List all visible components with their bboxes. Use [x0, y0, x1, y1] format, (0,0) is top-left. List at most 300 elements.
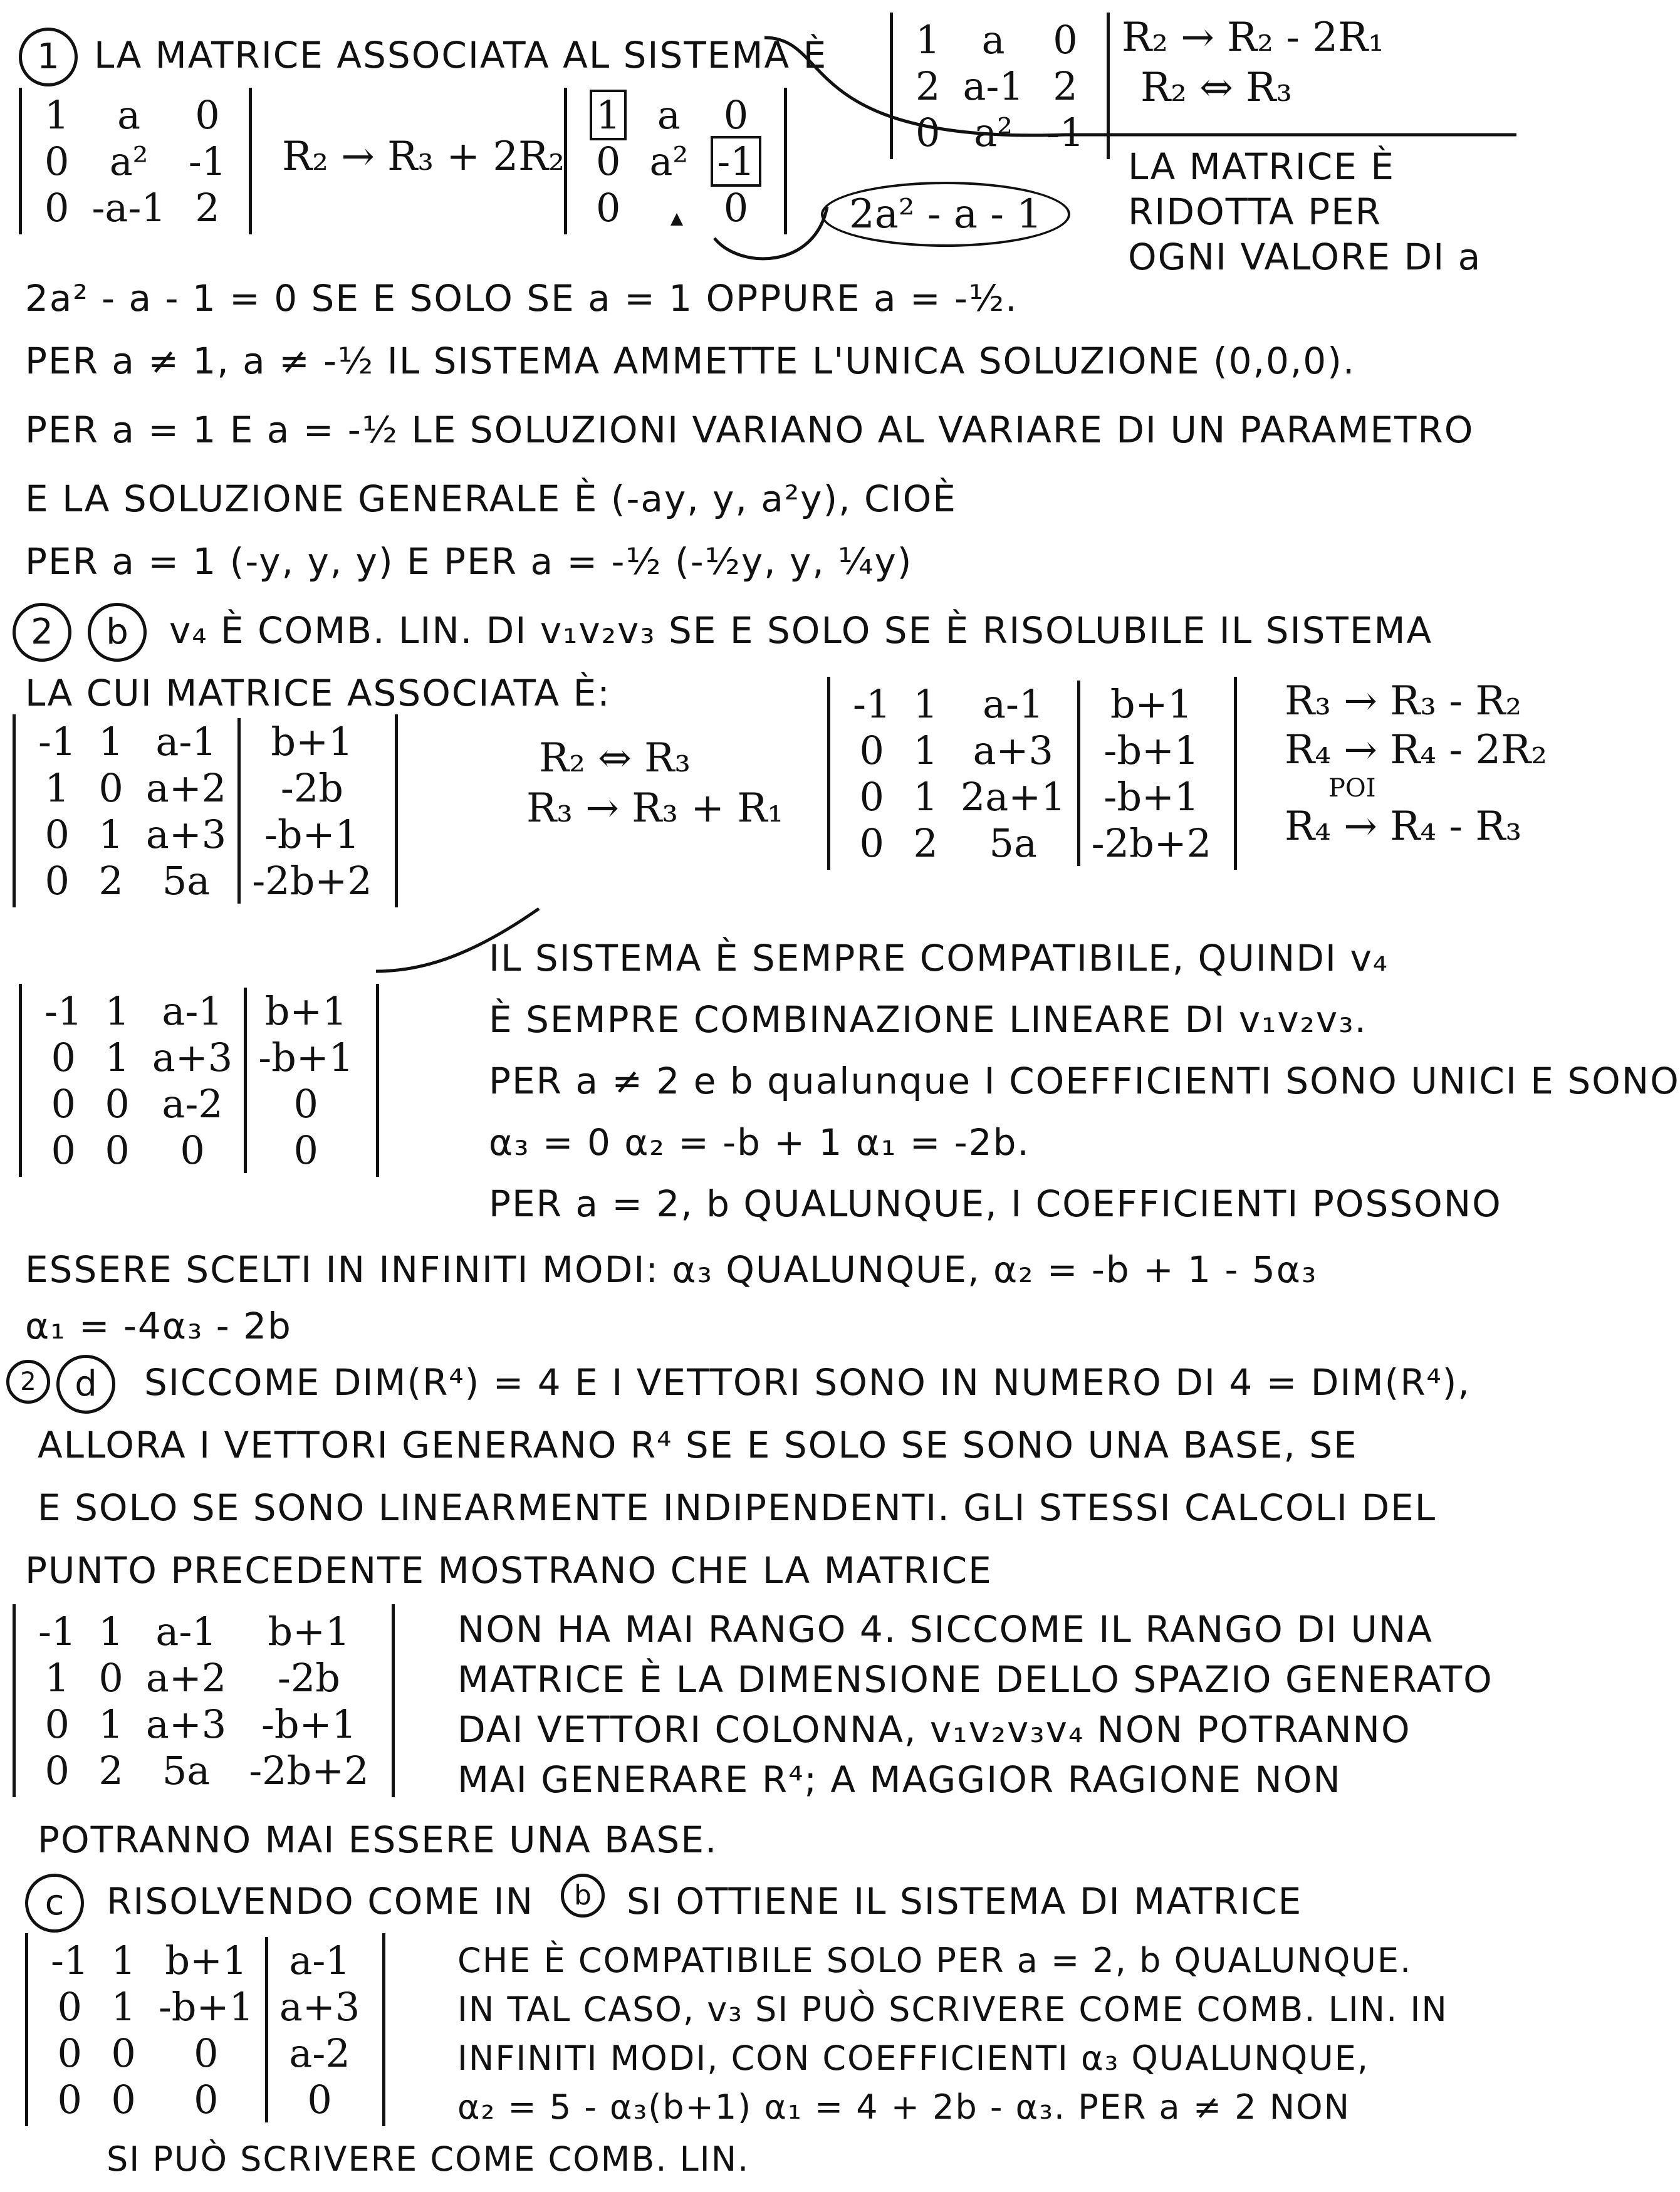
matrix-cell — [638, 91, 699, 138]
matrix-entry: a-2 — [289, 2030, 350, 2076]
row-op: R₃ → R₃ + R₁ — [526, 785, 784, 832]
row-op: R₃ → R₃ - R₂ — [1285, 678, 1522, 724]
ops-2b-a — [526, 733, 783, 833]
matrix-entry: 0 — [859, 727, 884, 773]
matrix-cell — [93, 1080, 140, 1127]
matrix-entry: 1 — [590, 90, 627, 140]
text-line: SI OTTIENE IL SISTEMA DI MATRICE — [627, 1880, 1303, 1923]
matrix-row — [39, 1983, 371, 2030]
matrix-cell — [87, 811, 134, 857]
matrix-cell — [949, 727, 1078, 773]
matrix-entry: a — [981, 16, 1005, 63]
matrix-row — [904, 109, 1095, 155]
matrix-cell — [27, 1654, 87, 1701]
matrix-entry: 1 — [105, 1034, 130, 1080]
matrix-2c — [25, 1933, 385, 2126]
part-letter-b: b — [88, 603, 147, 662]
ops-1a — [1122, 13, 1384, 113]
text-line: E SOLO SE SONO LINEARMENTE INDIPENDENTI. GLI STESSI CALCOLI DEL — [38, 1486, 1437, 1529]
matrix-entry: b+1 — [264, 988, 347, 1034]
matrix-entry: -b+1 — [1103, 773, 1199, 820]
matrix-cell — [87, 1654, 134, 1701]
matrix-row — [842, 773, 1223, 820]
matrix-cell — [87, 1701, 134, 1747]
matrix-entry: -a-1 — [91, 184, 166, 231]
matrix-cell — [33, 138, 80, 184]
matrix-entry: -1 — [44, 988, 83, 1034]
matrix-cell — [904, 63, 951, 109]
matrix-row — [33, 988, 365, 1034]
matrix-cell — [93, 988, 140, 1034]
matrix-cell — [246, 1080, 365, 1127]
matrix-cell — [27, 857, 87, 904]
matrix-entry: 0 — [916, 109, 941, 155]
reduced-note — [1128, 144, 1481, 279]
matrix-row — [33, 1127, 365, 1173]
matrix-entry: 5a — [162, 857, 211, 904]
matrix-entry: 0 — [98, 765, 123, 811]
matrix-entry: 0 — [111, 2076, 136, 2122]
matrix-cell — [147, 1983, 267, 2030]
matrix-cell — [1035, 63, 1095, 109]
matrix-cell — [93, 1034, 140, 1080]
matrix-1b — [19, 88, 252, 234]
matrix-entry: 1 — [98, 1701, 123, 1747]
matrix-row — [33, 184, 237, 231]
matrix-row — [39, 2076, 371, 2122]
matrix-row — [904, 16, 1095, 63]
matrix-cell — [237, 1654, 380, 1701]
matrix-cell — [135, 1747, 237, 1793]
matrix-entry: 0 — [44, 184, 70, 231]
matrix-2b-a — [13, 714, 398, 907]
text-line: v₄ È COMB. LIN. DI v₁v₂v₃ SE E SOLO SE È RISOLUBILE IL SISTEMA — [169, 609, 1433, 652]
matrix-entry: 0 — [596, 138, 621, 184]
matrix-cell — [239, 718, 383, 765]
matrix-row — [578, 138, 773, 184]
row-op: R₂ ⇔ R₃ — [1140, 65, 1292, 111]
matrix-entry: b+1 — [165, 1937, 248, 1983]
matrix-entry: 2 — [916, 63, 941, 109]
matrix-cell — [237, 1608, 380, 1654]
matrix-entry: 1 — [98, 718, 123, 765]
matrix-cell — [87, 857, 134, 904]
matrix-row — [842, 727, 1223, 773]
text-line: LA CUI MATRICE ASSOCIATA È: — [25, 672, 611, 714]
matrix-entry: 5a — [162, 1747, 211, 1793]
text-line: DAI VETTORI COLONNA, v₁v₂v₃v₄ NON POTRANNO — [457, 1708, 1411, 1751]
matrix-row — [27, 718, 383, 765]
matrix-cell — [33, 91, 80, 138]
matrix-cell — [100, 2076, 147, 2122]
exercise-number-1: 1 — [19, 28, 78, 86]
matrix-cell — [1078, 681, 1223, 727]
matrix-cell — [141, 1034, 246, 1080]
matrix-row — [842, 820, 1223, 866]
matrix-entry: -1 — [853, 681, 891, 727]
matrix-cell — [87, 1747, 134, 1793]
matrix-entry: 1 — [913, 727, 938, 773]
matrix-cell — [141, 988, 246, 1034]
matrix-entry: 1 — [105, 988, 130, 1034]
text-line: PER a = 2, b QUALUNQUE, I COEFFICIENTI POSSONO — [489, 1182, 1502, 1225]
matrix-entry: 0 — [723, 184, 749, 231]
matrix-entry: -2b+2 — [249, 1747, 369, 1793]
matrix-entry: 1 — [98, 811, 123, 857]
matrix-cell — [266, 1983, 371, 2030]
matrix-cell — [27, 765, 87, 811]
matrix-cell — [147, 2076, 267, 2122]
matrix-entry: a-1 — [155, 1608, 217, 1654]
matrix-cell — [177, 184, 237, 231]
matrix-cell — [39, 1983, 100, 2030]
matrix-entry: -2b — [280, 765, 343, 811]
matrix-entry: a-1 — [155, 718, 217, 765]
matrix-cell — [951, 63, 1035, 109]
text-line: RISOLVENDO COME IN — [107, 1880, 535, 1923]
matrix-cell — [147, 1937, 267, 1983]
matrix-entry: 0 — [44, 811, 70, 857]
matrix-entry: -2b+2 — [252, 857, 372, 904]
matrix-entry: 0 — [51, 1127, 76, 1173]
matrix-row — [27, 857, 383, 904]
matrix-cell — [1035, 109, 1095, 155]
matrix-entry: 1 — [98, 1608, 123, 1654]
matrix-cell — [638, 184, 699, 231]
matrix-entry: -b+1 — [258, 1034, 354, 1080]
section2d-side-text — [457, 1604, 1493, 1805]
matrix-entry: 0 — [44, 138, 70, 184]
note-line: RIDOTTA PER — [1128, 190, 1382, 233]
matrix-entry: a+3 — [152, 1034, 233, 1080]
matrix-entry: 0 — [293, 1080, 318, 1127]
matrix-cell — [100, 1937, 147, 1983]
text-line: PER a ≠ 1, a ≠ -½ IL SISTEMA AMMETTE L'UNICA SOLUZIONE (0,0,0). — [25, 340, 1356, 382]
matrix-entry: 0 — [44, 1701, 70, 1747]
text-line: POTRANNO MAI ESSERE UNA BASE. — [38, 1819, 718, 1861]
matrix-entry: 2a+1 — [960, 773, 1066, 820]
matrix-entry: a — [657, 91, 681, 138]
matrix-row — [27, 811, 383, 857]
matrix-entry: a+2 — [145, 765, 227, 811]
matrix-entry: a-1 — [963, 63, 1024, 109]
text-line: PER a = 1 (-y, y, y) E PER a = -½ (-½y, y, ¼y) — [25, 540, 913, 583]
matrix-cell — [638, 138, 699, 184]
matrix-entry: b+1 — [268, 1608, 350, 1654]
matrix-cell — [902, 773, 949, 820]
matrix-cell — [842, 820, 902, 866]
matrix-cell — [842, 681, 902, 727]
text-line: CHE È COMPATIBILE SOLO PER a = 2, b QUALUNQUE. — [457, 1941, 1412, 1980]
matrix-entry: 0 — [111, 2030, 136, 2076]
matrix-1a — [890, 13, 1110, 159]
matrix-cell — [902, 727, 949, 773]
part-letter-d: d — [56, 1355, 115, 1414]
matrix-row — [33, 1034, 365, 1080]
matrix-entry: 2 — [98, 857, 123, 904]
matrix-cell — [39, 2076, 100, 2122]
section2c-side-text — [457, 1936, 1448, 2132]
matrix-cell — [135, 765, 239, 811]
matrix-entry: -1 — [38, 718, 76, 765]
matrix-cell — [578, 91, 638, 138]
matrix-entry: b+1 — [271, 718, 353, 765]
matrix-cell — [33, 1080, 93, 1127]
part-letter-b-ref: b — [561, 1874, 605, 1918]
matrix-entry: 0 — [194, 2076, 219, 2122]
matrix-entry: b+1 — [1110, 681, 1192, 727]
matrix-cell — [578, 184, 638, 231]
matrix-cell — [239, 857, 383, 904]
matrix-cell — [949, 820, 1078, 866]
matrix-row — [578, 91, 773, 138]
row-op: R₄ → R₄ - 2R₂ — [1285, 727, 1547, 773]
matrix-entry: -1 — [1046, 109, 1085, 155]
row-op: R₄ → R₄ - R₃ — [1285, 803, 1522, 850]
matrix-entry: 0 — [51, 1034, 76, 1080]
text-line: 2a² - a - 1 = 0 SE E SOLO SE a = 1 OPPURE a = -½. — [25, 277, 1018, 320]
matrix-cell — [39, 1937, 100, 1983]
matrix-entry: 1 — [913, 681, 938, 727]
matrix-cell — [87, 1608, 134, 1654]
matrix-cell — [902, 820, 949, 866]
matrix-cell — [699, 91, 772, 138]
matrix-entry: -1 — [188, 138, 227, 184]
matrix-cell — [27, 1608, 87, 1654]
matrix-entry: 0 — [57, 2030, 82, 2076]
matrix-cell — [135, 1608, 237, 1654]
text-line: PER a ≠ 2 e b qualunque I COEFFICIENTI SONO UNICI E SONO — [489, 1060, 1680, 1102]
note-line: LA MATRICE È — [1128, 145, 1396, 188]
matrix-cell — [239, 811, 383, 857]
matrix-entry: 0 — [307, 2076, 332, 2122]
matrix-cell — [80, 184, 177, 231]
matrix-cell — [266, 2030, 371, 2076]
matrix-entry: 0 — [105, 1127, 130, 1173]
text-line: E LA SOLUZIONE GENERALE È (-ay, y, a²y), CIOÈ — [25, 478, 957, 520]
matrix-row — [842, 681, 1223, 727]
text-line: È SEMPRE COMBINAZIONE LINEARE DI v₁v₂v₃. — [489, 998, 1367, 1041]
matrix-cell — [902, 681, 949, 727]
text-line: SI PUÒ SCRIVERE COME COMB. LIN. — [107, 2139, 750, 2179]
matrix-entry: 0 — [1053, 16, 1078, 63]
matrix-cell — [80, 138, 177, 184]
text-line: MATRICE È LA DIMENSIONE DELLO SPAZIO GENERATO — [457, 1658, 1493, 1701]
matrix-entry: 1 — [44, 91, 70, 138]
matrix-entry: -b+1 — [158, 1983, 254, 2030]
matrix-cell — [135, 1654, 237, 1701]
matrix-entry: 0 — [180, 1127, 205, 1173]
matrix-entry: 0 — [194, 2030, 219, 2076]
matrix-cell — [27, 1747, 87, 1793]
matrix-row — [27, 1654, 380, 1701]
matrix-row — [39, 1937, 371, 1983]
matrix-entry: 0 — [723, 91, 749, 138]
matrix-cell — [1035, 16, 1095, 63]
matrix-cell — [237, 1747, 380, 1793]
matrix-cell — [1078, 820, 1223, 866]
matrix-entry: 0 — [859, 773, 884, 820]
exercise-number-2: 2 — [13, 603, 71, 662]
matrix-entry: a² — [649, 138, 689, 184]
matrix-entry: 2 — [913, 820, 938, 866]
matrix-row — [27, 765, 383, 811]
matrix-2b-c — [19, 984, 379, 1177]
matrix-row — [27, 1701, 380, 1747]
text-line: ALLORA I VETTORI GENERANO R⁴ SE E SOLO SE SONO UNA BASE, SE — [38, 1424, 1358, 1466]
matrix-entry: a+3 — [145, 811, 227, 857]
part-letter-c: c — [25, 1874, 84, 1933]
matrix-entry: -b+1 — [261, 1701, 357, 1747]
text-line: PUNTO PRECEDENTE MOSTRANO CHE LA MATRICE — [25, 1549, 993, 1592]
matrix-entry: 5a — [989, 820, 1037, 866]
text-line: α₁ = -4α₃ - 2b — [25, 1305, 292, 1347]
matrix-cell — [33, 988, 93, 1034]
matrix-row — [39, 2030, 371, 2076]
matrix-entry: a+3 — [973, 727, 1053, 773]
row-op: POI — [1328, 774, 1376, 803]
text-line: MAI GENERARE R⁴; A MAGGIOR RAGIONE NON — [457, 1758, 1342, 1801]
note-line: OGNI VALORE DI a — [1128, 236, 1482, 278]
matrix-cell — [951, 109, 1035, 155]
matrix-cell — [100, 2030, 147, 2076]
matrix-cell — [239, 765, 383, 811]
matrix-cell — [699, 138, 772, 184]
matrix-cell — [141, 1127, 246, 1173]
matrix-entry: 1 — [44, 1654, 70, 1701]
matrix-cell — [904, 109, 951, 155]
matrix-entry: -1 — [38, 1608, 76, 1654]
matrix-entry: a-1 — [289, 1937, 350, 1983]
matrix-cell — [904, 16, 951, 63]
matrix-cell — [177, 138, 237, 184]
matrix-row — [904, 63, 1095, 109]
text-line: ESSERE SCELTI IN INFINITI MODI: α₃ QUALUNQUE, α₂ = -b + 1 - 5α₃ — [25, 1248, 1318, 1291]
matrix-row — [33, 91, 237, 138]
matrix-row — [33, 138, 237, 184]
matrix-cell — [135, 718, 239, 765]
matrix-cell — [246, 1127, 365, 1173]
matrix-entry: a+2 — [145, 1654, 227, 1701]
matrix-entry: a-1 — [162, 988, 223, 1034]
row-op: R₂ → R₂ - 2R₁ — [1122, 14, 1384, 61]
row-op: R₂ ⇔ R₃ — [539, 735, 691, 781]
matrix-cell — [246, 988, 365, 1034]
section1-header: LA MATRICE ASSOCIATA AL SISTEMA È — [94, 34, 828, 76]
matrix-entry: a-1 — [983, 681, 1044, 727]
boxed-expression: 2a² - a - 1 — [821, 182, 1070, 247]
matrix-row — [578, 184, 773, 231]
matrix-cell — [147, 2030, 267, 2076]
matrix-cell — [1078, 727, 1223, 773]
matrix-cell — [33, 184, 80, 231]
matrix-cell — [949, 773, 1078, 820]
matrix-cell — [246, 1034, 365, 1080]
matrix-entry: 0 — [57, 1983, 82, 2030]
matrix-cell — [135, 1701, 237, 1747]
matrix-entry: 0 — [57, 2076, 82, 2122]
text-line: PER a = 1 E a = -½ LE SOLUZIONI VARIANO AL VARIARE DI UN PARAMETRO — [25, 409, 1474, 451]
matrix-cell — [135, 811, 239, 857]
matrix-cell — [141, 1080, 246, 1127]
matrix-cell — [27, 811, 87, 857]
matrix-entry: a-2 — [162, 1080, 223, 1127]
matrix-cell — [842, 773, 902, 820]
matrix-entry: -1 — [711, 136, 761, 187]
matrix-entry: a² — [974, 109, 1013, 155]
matrix-entry: a² — [109, 138, 149, 184]
text-line: SICCOME DIM(R⁴) = 4 E I VETTORI SONO IN NUMERO DI 4 = DIM(R⁴), — [144, 1361, 1471, 1404]
matrix-entry: 0 — [859, 820, 884, 866]
matrix-entry: 1 — [916, 16, 941, 63]
matrix-cell — [266, 2076, 371, 2122]
matrix-entry: 0 — [195, 91, 220, 138]
matrix-cell — [93, 1127, 140, 1173]
matrix-cell — [578, 138, 638, 184]
exercise-number-2-small: 2 — [6, 1360, 50, 1404]
ops-2b-b — [1285, 677, 1547, 851]
matrix-cell — [1078, 773, 1223, 820]
text-line: INFINITI MODI, CON COEFFICIENTI α₃ QUALUNQUE, — [457, 2038, 1370, 2078]
matrix-2d — [13, 1604, 395, 1797]
section2b-side-text — [489, 927, 1680, 1234]
matrix-row — [33, 1080, 365, 1127]
matrix-entry: 1 — [111, 1983, 136, 2030]
matrix-cell — [135, 857, 239, 904]
matrix-cell — [27, 718, 87, 765]
matrix-cell — [87, 765, 134, 811]
matrix-entry: a — [117, 91, 141, 138]
matrix-entry: 2 — [1053, 63, 1078, 109]
matrix-cell — [949, 681, 1078, 727]
matrix-row — [27, 1747, 380, 1793]
text-line: IN TAL CASO, v₃ SI PUÒ SCRIVERE COME COMB. LIN. IN — [457, 1990, 1448, 2029]
matrix-entry: 0 — [44, 857, 70, 904]
matrix-entry: -1 — [51, 1937, 89, 1983]
matrix-cell — [237, 1701, 380, 1747]
matrix-entry: 0 — [293, 1127, 318, 1173]
matrix-entry: -b+1 — [1103, 727, 1199, 773]
matrix-entry: 2 — [98, 1747, 123, 1793]
matrix-cell — [39, 2030, 100, 2076]
matrix-entry: 0 — [596, 184, 621, 231]
matrix-cell — [177, 91, 237, 138]
matrix-entry: 0 — [105, 1080, 130, 1127]
matrix-cell — [699, 184, 772, 231]
matrix-entry: 1 — [44, 765, 70, 811]
matrix-row — [27, 1608, 380, 1654]
matrix-1c — [564, 88, 787, 234]
matrix-cell — [87, 718, 134, 765]
matrix-cell — [266, 1937, 371, 1983]
text-line: α₂ = 5 - α₃(b+1) α₁ = 4 + 2b - α₃. PER a ≠ 2 NON — [457, 2087, 1351, 2127]
text-line: α₃ = 0 α₂ = -b + 1 α₁ = -2b. — [489, 1121, 1030, 1164]
matrix-entry: -2b — [277, 1654, 340, 1701]
matrix-cell — [27, 1701, 87, 1747]
matrix-entry: a+3 — [279, 1983, 360, 2030]
matrix-entry: 1 — [111, 1937, 136, 1983]
matrix-entry: 1 — [913, 773, 938, 820]
matrix-cell — [100, 1983, 147, 2030]
matrix-cell — [951, 16, 1035, 63]
matrix-entry: 0 — [98, 1654, 123, 1701]
matrix-entry: -2b+2 — [1091, 820, 1212, 866]
matrix-cell — [33, 1034, 93, 1080]
matrix-entry: a+3 — [145, 1701, 227, 1747]
matrix-entry: 0 — [44, 1747, 70, 1793]
matrix-2b-b — [827, 677, 1237, 870]
op-1b: R₂ → R₃ + 2R₂ — [282, 133, 565, 180]
